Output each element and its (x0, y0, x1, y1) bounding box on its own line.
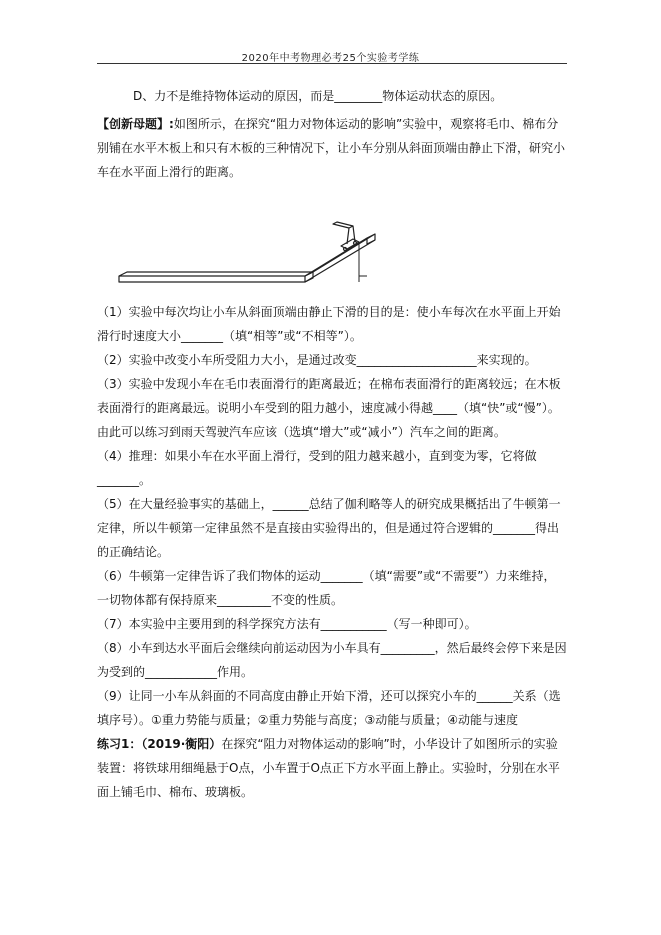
board-top-face (119, 272, 313, 276)
board-front-face (119, 276, 305, 282)
incline-ramp-diagram (97, 184, 567, 294)
question-3: （3）实验中发现小车在毛巾表面滑行的距离最近；在棉布表面滑行的距离较远；在木板表面滑行的距离最远。说明小车受到的阻力越小，速度减小得越____（填“快”或“慢”）。由此可以练习到雨天驾驶汽车应该（选填“增大”或“减小”）汽车之间的距离。 (97, 377, 561, 439)
example-text: 如图所示，在探究“阻力对物体运动的影响”实验中，观察将毛巾、棉布分别铺在水平木板上和只有木板的三种情况下，让小车分别从斜面顶端由静止下滑，研究小车在水平面上滑行的距离。 (97, 117, 566, 179)
example-paragraph (97, 112, 567, 184)
question-9: （9）让同一小车从斜面的不同高度由静止开始下滑，还可以探究小车的______关系（选填序号）。①重力势能与质量；②重力势能与高度；③动能与质量；④动能与速度 (97, 689, 561, 727)
incline-surface (305, 234, 375, 276)
example-label: 【创新母题】: (97, 117, 174, 131)
question-7: （7）本实验中主要用到的科学探究方法有___________（写一种即可）。 (97, 617, 477, 631)
question-4: （4）推理：如果小车在水平面上滑行，受到的阻力越来越小，直到变为零，它将做_______。 (97, 449, 537, 487)
page-header: 2020年中考物理必考25个实验考学练 (241, 53, 420, 64)
question-8: （8）小车到达水平面后会继续向前运动因为小车具有_________，然后最终会停下来是因为受到的____________作用。 (97, 641, 567, 679)
question-6: （6）牛顿第一定律告诉了我们物体的运动_______（填“需要”或“不需要”）力来维持，一切物体都有保持原来_________不变的性质。 (97, 569, 556, 607)
practice-paragraph (97, 732, 567, 804)
header-rule (97, 63, 567, 64)
practice-text: 在探究“阻力对物体运动的影响”时，小华设计了如图所示的实验装置：将铁球用细绳悬于O点，小车置于O点正下方水平面上静止。实验时，分别在水平面上铺毛巾、棉布、玻璃板。 (97, 737, 560, 799)
question-5: （5）在大量经验事实的基础上，______总结了伽利略等人的研究成果概括出了牛顿第一定律，所以牛顿第一定律虽然不是直接由实验得出的，但是通过符合逻辑的_______得出的正确结论。 (97, 497, 561, 559)
question-2: （2）实验中改变小车所受阻力大小，是通过改变____________________来实现的。 (97, 353, 537, 367)
question-1: （1）实验中每次均让小车从斜面顶端由静止下滑的目的是：使小车每次在水平面上开始滑行时速度大小_______（填“相等”或“不相等”）。 (97, 305, 561, 343)
practice-label: 练习1：（2019·衡阳） (97, 737, 222, 751)
option-d: D、力不是维持物体运动的原因，而是________物体运动状态的原因。 (133, 89, 503, 103)
incline-wedge (305, 234, 375, 282)
document-body (97, 84, 567, 804)
